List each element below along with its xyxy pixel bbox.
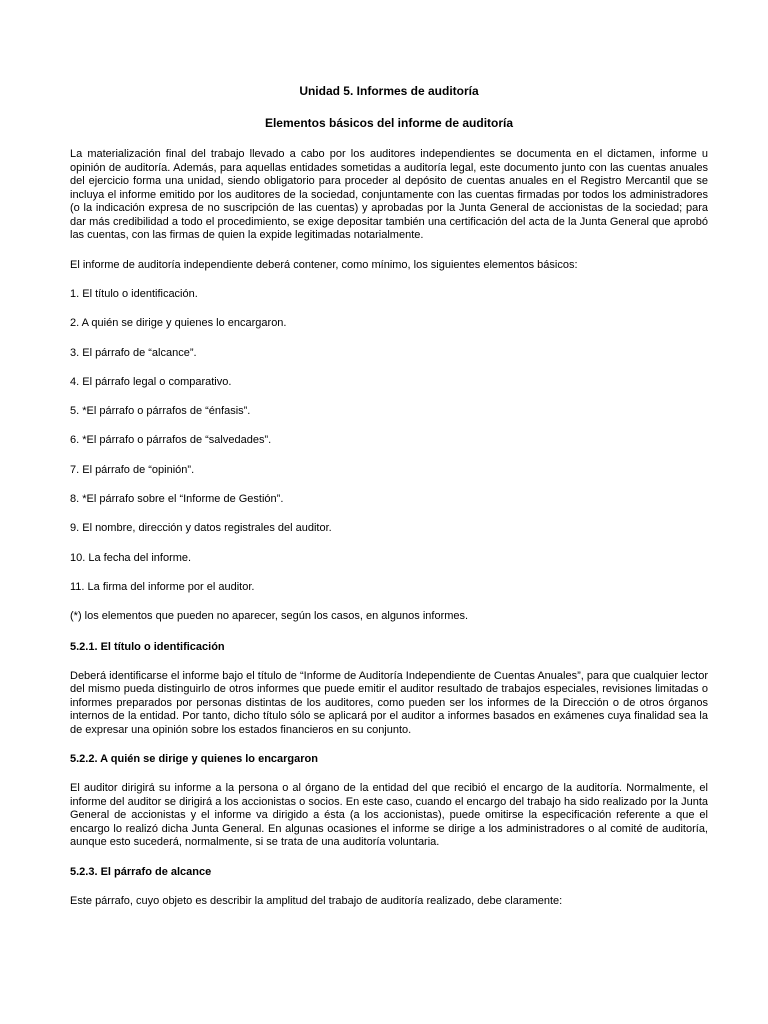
list-item: 2. A quién se dirige y quienes lo encargaron.: [70, 317, 287, 330]
elements-list: [70, 288, 708, 594]
intro-paragraph: La materialización final del trabajo llevado a cabo por los auditores independientes se documenta en el dictamen, informe u opinión de auditoría. Además, para aquellas entidades sometidas a auditoría legal, este documento junto con las cuentas anuales del ejercicio forma una unidad, siendo obligatorio para proceder al depósito de cuentas anuales en el Registro Mercantil que se incluya el informe emitido por los auditores de la sociedad, conjuntamente con las cuentas firmadas por todos los administradores (o la indicación expresa de no suscripción de las cuentas) y aprobadas por la Junta General de accionistas de la sociedad; para dar más credibilidad a todo el procedimiento, se exige depositar también una certificación del acta de la Junta General que aprobó las cuentas, con las firmas de quien la expide legitimadas notarialmente.: [70, 148, 708, 241]
list-item: 3. El párrafo de “alcance”.: [70, 346, 197, 359]
section-body: Deberá identificarse el informe bajo el título de “Informe de Auditoría Independiente de Cuentas Anuales”, para que cualquier lector del mismo pueda distinguirlo de otros informes que puede emitir el auditor resultado de trabajos especiales, revisiones limitadas o informes preparados por personas distintas de los auditores, como pueden ser los informes de la Dirección o de otros órganos internos de la entidad. Por tanto, dicho título sólo se aplicará por el auditor a informes basados en exámenes cuya finalidad sea la de expresar una opinión sobre los estados financieros en su conjunto.: [70, 669, 708, 736]
list-item: 6. *El párrafo o párrafos de “salvedades”.: [70, 434, 272, 447]
section-block: [70, 641, 708, 738]
section-heading: 5.2.2. A quién se dirige y quienes lo encargaron: [70, 753, 318, 766]
document-subtitle: Elementos básicos del informe de auditoría: [264, 116, 514, 130]
list-item: 8. *El párrafo sobre el “Informe de Gestión”.: [70, 493, 284, 506]
section-heading: 5.2.1. El título o identificación: [70, 640, 225, 653]
page-title: Unidad 5. Informes de auditoría: [299, 84, 479, 98]
list-item: 5. *El párrafo o párrafos de “énfasis”.: [70, 405, 251, 418]
section-body: El auditor dirigirá su informe a la persona o al órgano de la entidad del que recibió el encargo de la auditoría. Normalmente, el informe del auditor se dirigirá a los accionistas o socios. En este caso, cuando el encargo del trabajo ha sido realizado por la Junta General de accionistas y el informe va dirigido a ésta (a los accionistas), puede omitirse la especificación referente a que el encargo lo realizó dicha Junta General. En algunas ocasiones el informe se dirige a los administradores o al comité de auditoría, aunque esto sucederá, normalmente, si se trata de una auditoría voluntaria.: [70, 782, 708, 849]
document-content: [70, 84, 708, 924]
section-block: [70, 753, 708, 850]
section-block: [70, 866, 708, 909]
elements-note: (*) los elementos que pueden no aparecer, según los casos, en algunos informes.: [70, 610, 469, 623]
section-heading: 5.2.3. El párrafo de alcance: [70, 865, 212, 878]
section-body: Este párrafo, cuyo objeto es describir la amplitud del trabajo de auditoría realizado, debe claramente:: [70, 894, 563, 907]
list-item: 10. La fecha del informe.: [70, 551, 192, 564]
list-item: 9. El nombre, dirección y datos registrales del auditor.: [70, 522, 332, 535]
list-item: 4. El párrafo legal o comparativo.: [70, 375, 232, 388]
list-item: 7. El párrafo de “opinión”.: [70, 463, 195, 476]
list-item: 1. El título o identificación.: [70, 288, 198, 300]
elements-intro: El informe de auditoría independiente deberá contener, como mínimo, los siguientes elementos básicos:: [70, 258, 578, 271]
list-item: 11. La firma del informe por el auditor.: [70, 580, 255, 593]
